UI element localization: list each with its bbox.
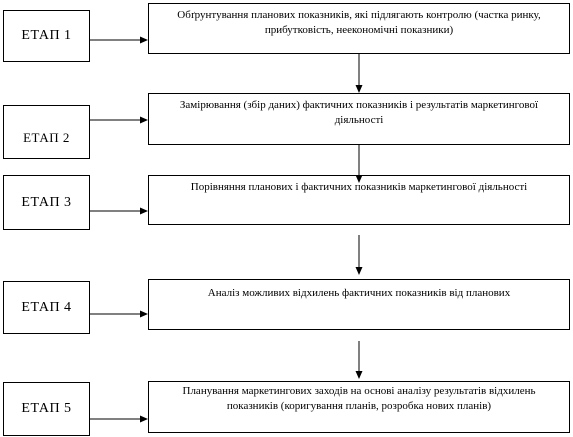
stage-5-label: ЕТАП 5	[21, 401, 72, 416]
stage-4-box	[3, 281, 90, 334]
step-4-text: Аналіз можливих відхилень фактичних показників від планових	[207, 287, 511, 299]
stage-2-label: ЕТАП 2	[23, 130, 70, 145]
step-2-text: Замірювання (збір даних) фактичних показників і результатів маркетингової діяльності	[179, 99, 539, 126]
stage-1-label: ЕТАП 1	[21, 28, 72, 43]
step-5-box	[148, 381, 570, 433]
step-1-box	[148, 3, 570, 54]
stage-5-box	[3, 382, 90, 436]
stage-1-box	[3, 10, 90, 62]
step-4-box	[148, 279, 570, 330]
stage-3-box	[3, 175, 90, 230]
step-2-box	[148, 93, 570, 145]
step-3-box	[148, 175, 570, 225]
step-5-text: Планування маркетингових заходів на основі аналізу результатів відхилень показників (коригування планів, розробка нових планів)	[182, 385, 536, 412]
stage-4-label: ЕТАП 4	[21, 299, 72, 315]
step-3-text: Порівняння планових і фактичних показників маркетингової діяльності	[190, 181, 528, 193]
stage-3-label: ЕТАП 3	[21, 194, 72, 210]
stage-2-box	[3, 105, 90, 159]
step-1-text: Обґрунтування планових показників, які підлягають контролю (частка ринку, прибутковість, неекономічні показники)	[177, 9, 541, 36]
